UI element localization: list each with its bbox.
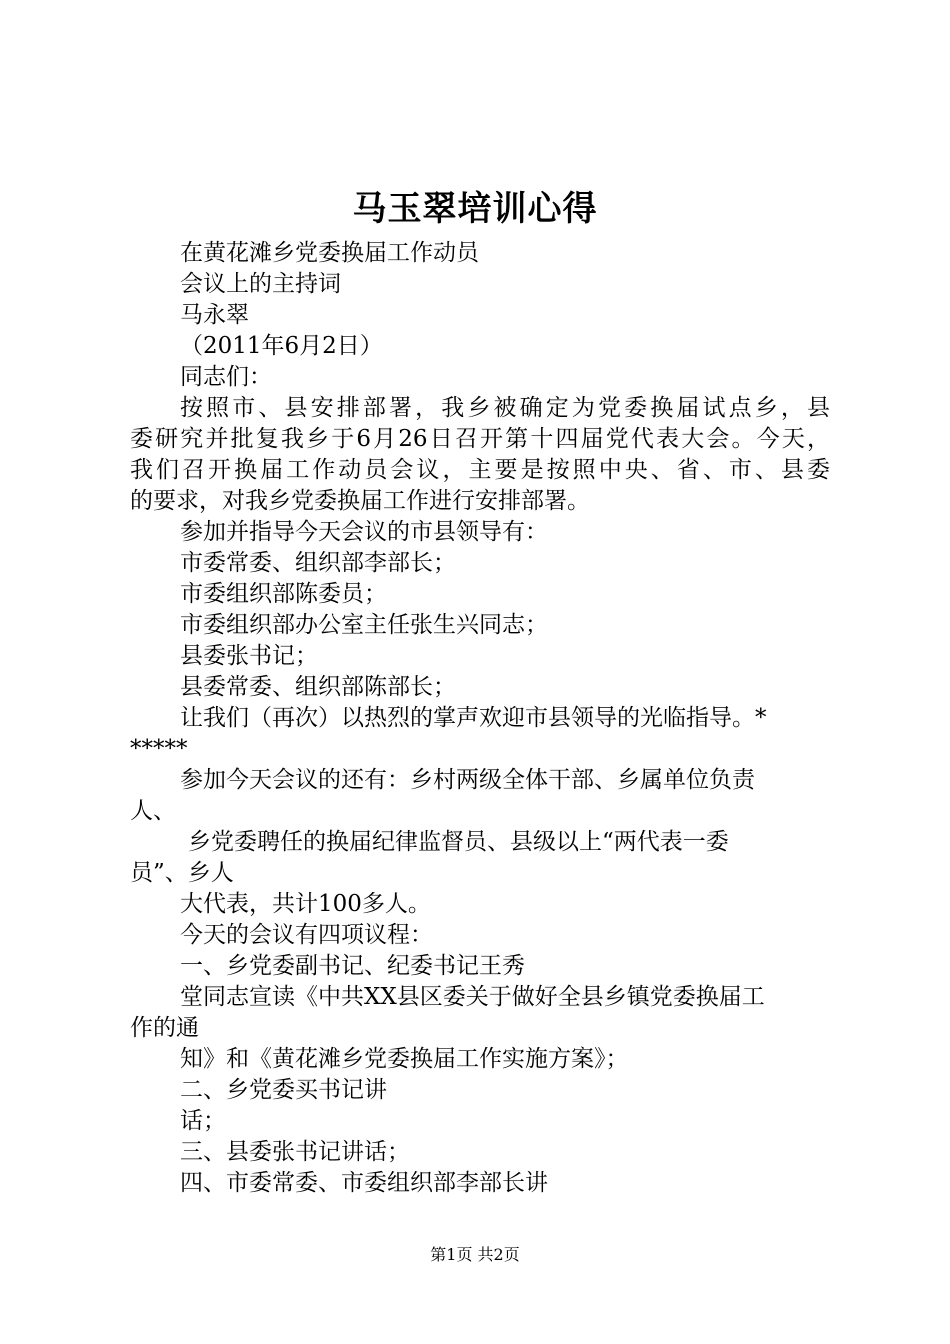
text-line: 三、县委张书记讲话； xyxy=(180,1139,410,1165)
text-line: 县委常委、组织部陈部长； xyxy=(180,674,456,700)
text-line: （2011年6月2日） xyxy=(180,333,383,359)
text-line: 参加并指导今天会议的市县领导有： xyxy=(180,519,548,545)
text-line: 市委常委、组织部李部长； xyxy=(180,550,456,576)
text-line: 马永翠 xyxy=(180,302,249,328)
text-line: 今天的会议有四项议程： xyxy=(180,922,433,948)
text-line: 堂同志宣读《中共XX县区委关于做好全县乡镇党委换届工 xyxy=(180,984,765,1010)
text-line: 我们召开换届工作动员会议，主要是按照中央、省、市、县委 xyxy=(130,457,830,483)
text-line: ***** xyxy=(130,736,188,762)
text-line: 乡党委聘任的换届纪律监督员、县级以上“两代表一委 xyxy=(188,829,729,855)
text-line: 委研究并批复我乡于6月26日召开第十四届党代表大会。今天， xyxy=(130,426,830,452)
text-line: 的要求，对我乡党委换届工作进行安排部署。 xyxy=(130,488,590,514)
text-line: 员”、乡人 xyxy=(130,860,234,886)
text-line: 话； xyxy=(180,1108,226,1134)
text-line: 作的通 xyxy=(130,1015,199,1041)
text-line: 市委组织部办公室主任张生兴同志； xyxy=(180,612,548,638)
page-footer: 第1页 共2页 xyxy=(430,1245,520,1264)
text-line: 县委张书记； xyxy=(180,643,318,669)
document-title: 马玉翠培训心得 xyxy=(352,189,598,229)
text-line: 四、市委常委、市委组织部李部长讲 xyxy=(180,1170,548,1196)
document-body xyxy=(130,238,830,1199)
text-line: 一、乡党委副书记、纪委书记王秀 xyxy=(180,953,525,979)
text-line: 在黄花滩乡党委换届工作动员 xyxy=(180,240,479,266)
text-line: 人、 xyxy=(130,798,176,824)
text-line: 大代表，共计100多人。 xyxy=(180,891,431,917)
text-line: 会议上的主持词 xyxy=(180,271,341,297)
text-line: 知》和《黄花滩乡党委换届工作实施方案》； xyxy=(180,1046,629,1072)
text-line: 二、乡党委买书记讲 xyxy=(180,1077,387,1103)
text-line: 参加今天会议的还有：乡村两级全体干部、乡属单位负责 xyxy=(180,767,755,793)
text-line: 让我们（再次）以热烈的掌声欢迎市县领导的光临指导。* xyxy=(180,705,767,731)
text-line: 按照市、县安排部署，我乡被确定为党委换届试点乡，县 xyxy=(180,395,830,421)
text-line: 同志们： xyxy=(180,364,272,390)
text-line: 市委组织部陈委员； xyxy=(180,581,387,607)
